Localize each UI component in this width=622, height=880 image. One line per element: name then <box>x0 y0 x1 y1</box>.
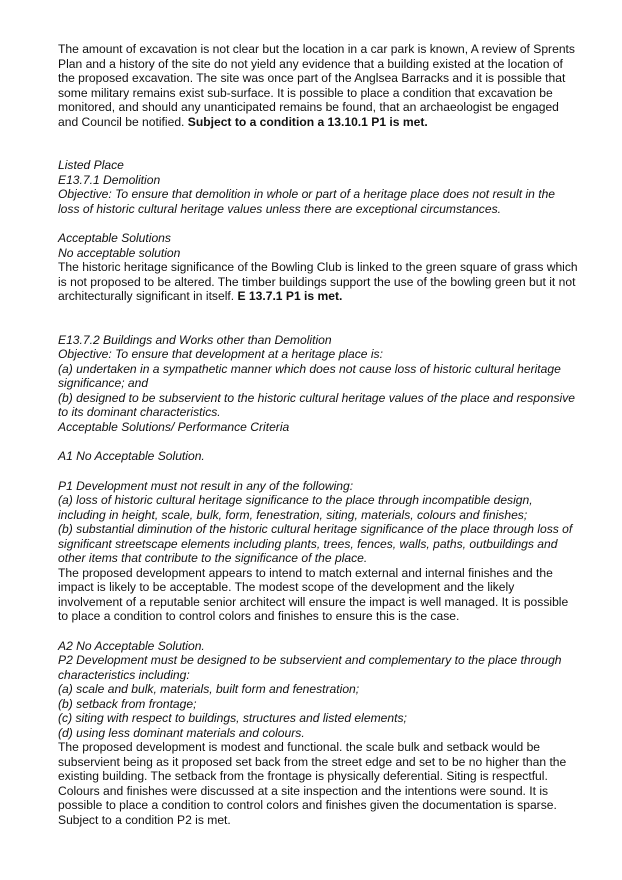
bowling-club-conclusion: E 13.7.1 P1 is met. <box>237 289 343 303</box>
excavation-conclusion: Subject to a condition a 13.10.1 P1 is met. <box>187 114 428 129</box>
a2-heading: A2 No Acceptable Solution. <box>58 638 205 653</box>
buildings-objective: Objective: To ensure that development at a heritage place is: <box>58 347 383 361</box>
p1-assessment-paragraph: The proposed development appears to intend to match external and internal finishes and the impact is likely to be acceptable. The modest scope of the development and the likely involvement of a reputable senior architect will ensure the impact is well managed. It is possible to place a condition to control colors and finishes to ensure this is the case. <box>58 565 569 623</box>
p2-item-c: (c) siting with respect to buildings, structures and listed elements; <box>58 711 407 725</box>
buildings-clause: E13.7.2 Buildings and Works other than Demolition <box>58 332 332 347</box>
acceptable-solutions-heading: Acceptable Solutions <box>58 231 171 245</box>
p1-item-b: (b) substantial diminution of the historic cultural heritage significance of the place through loss of significant streetscape elements including plants, trees, fences, walls, paths, outbuildings and other items that contribute to the significance of the place. <box>58 522 573 565</box>
spacer <box>58 464 578 479</box>
p2-item-d: (d) using less dominant materials and colours. <box>58 725 305 740</box>
buildings-item-a: (a) undertaken in a sympathetic manner which does not cause loss of historic cultural heritage significance; and <box>58 361 561 390</box>
spacer <box>58 304 578 333</box>
spacer <box>58 434 578 449</box>
demolition-objective: Objective: To ensure that demolition in whole or part of a heritage place does not result in the loss of historic cultural heritage values unless there are exceptional circumstances. <box>58 187 556 216</box>
spacer <box>58 129 578 158</box>
p2-item-a: (a) scale and bulk, materials, built form and fenestration; <box>58 682 360 696</box>
excavation-paragraph <box>58 42 578 129</box>
bowling-club-paragraph <box>58 260 578 304</box>
p2-heading: P2 Development must be designed to be subservient and complementary to the place through characteristics including: <box>58 653 562 682</box>
bowling-club-text: The historic heritage significance of the Bowling Club is linked to the green square of grass which is not proposed to be altered. The timber buildings support the use of the bowling green but it not architecturally significant in itself. <box>58 260 578 303</box>
no-acceptable-solution: No acceptable solution <box>58 245 181 260</box>
spacer <box>58 216 578 231</box>
document-page <box>58 42 578 827</box>
p1-heading: P1 Development must not result in any of the following: <box>58 478 354 493</box>
a1-heading: A1 No Acceptable Solution. <box>58 449 205 463</box>
buildings-item-b: (b) designed to be subservient to the historic cultural heritage values of the place and responsive to its dominant characteristics. <box>58 390 575 419</box>
buildings-criteria: Acceptable Solutions/ Performance Criteria <box>58 419 290 434</box>
excavation-text: The amount of excavation is not clear but the location in a car park is known, A review of Sprents Plan and a history of the site do not yield any evidence that a building existed at the location of the proposed excavation. The site was once part of the Anglsea Barracks and it is possible that some military remains exist sub-surface. It is possible to place a condition that excavation be monitored, and should any unanticipated remains be found, that an archaeologist be engaged and Council be notified. <box>58 42 575 129</box>
p1-item-a: (a) loss of historic cultural heritage significance to the place through incompatible design, including in height, scale, bulk, form, fenestration, siting, materials, colours and finishes; <box>58 493 533 522</box>
p2-item-b: (b) setback from frontage; <box>58 696 197 711</box>
spacer <box>58 624 578 639</box>
demolition-clause: E13.7.1 Demolition <box>58 172 161 187</box>
listed-place-heading: Listed Place <box>58 158 124 172</box>
p2-assessment-paragraph: The proposed development is modest and functional. the scale bulk and setback would be subservient being as it proposed set back from the street edge and set to be no higher than the existing building. The setback from the frontage is physically deferential. Siting is respectful. Colours and finishes were discussed at a site inspection and the intentions were sound. It is possible to place a condition to control colors and finishes given the documentation is sparse. Subject to a condition P2 is met. <box>58 740 567 827</box>
